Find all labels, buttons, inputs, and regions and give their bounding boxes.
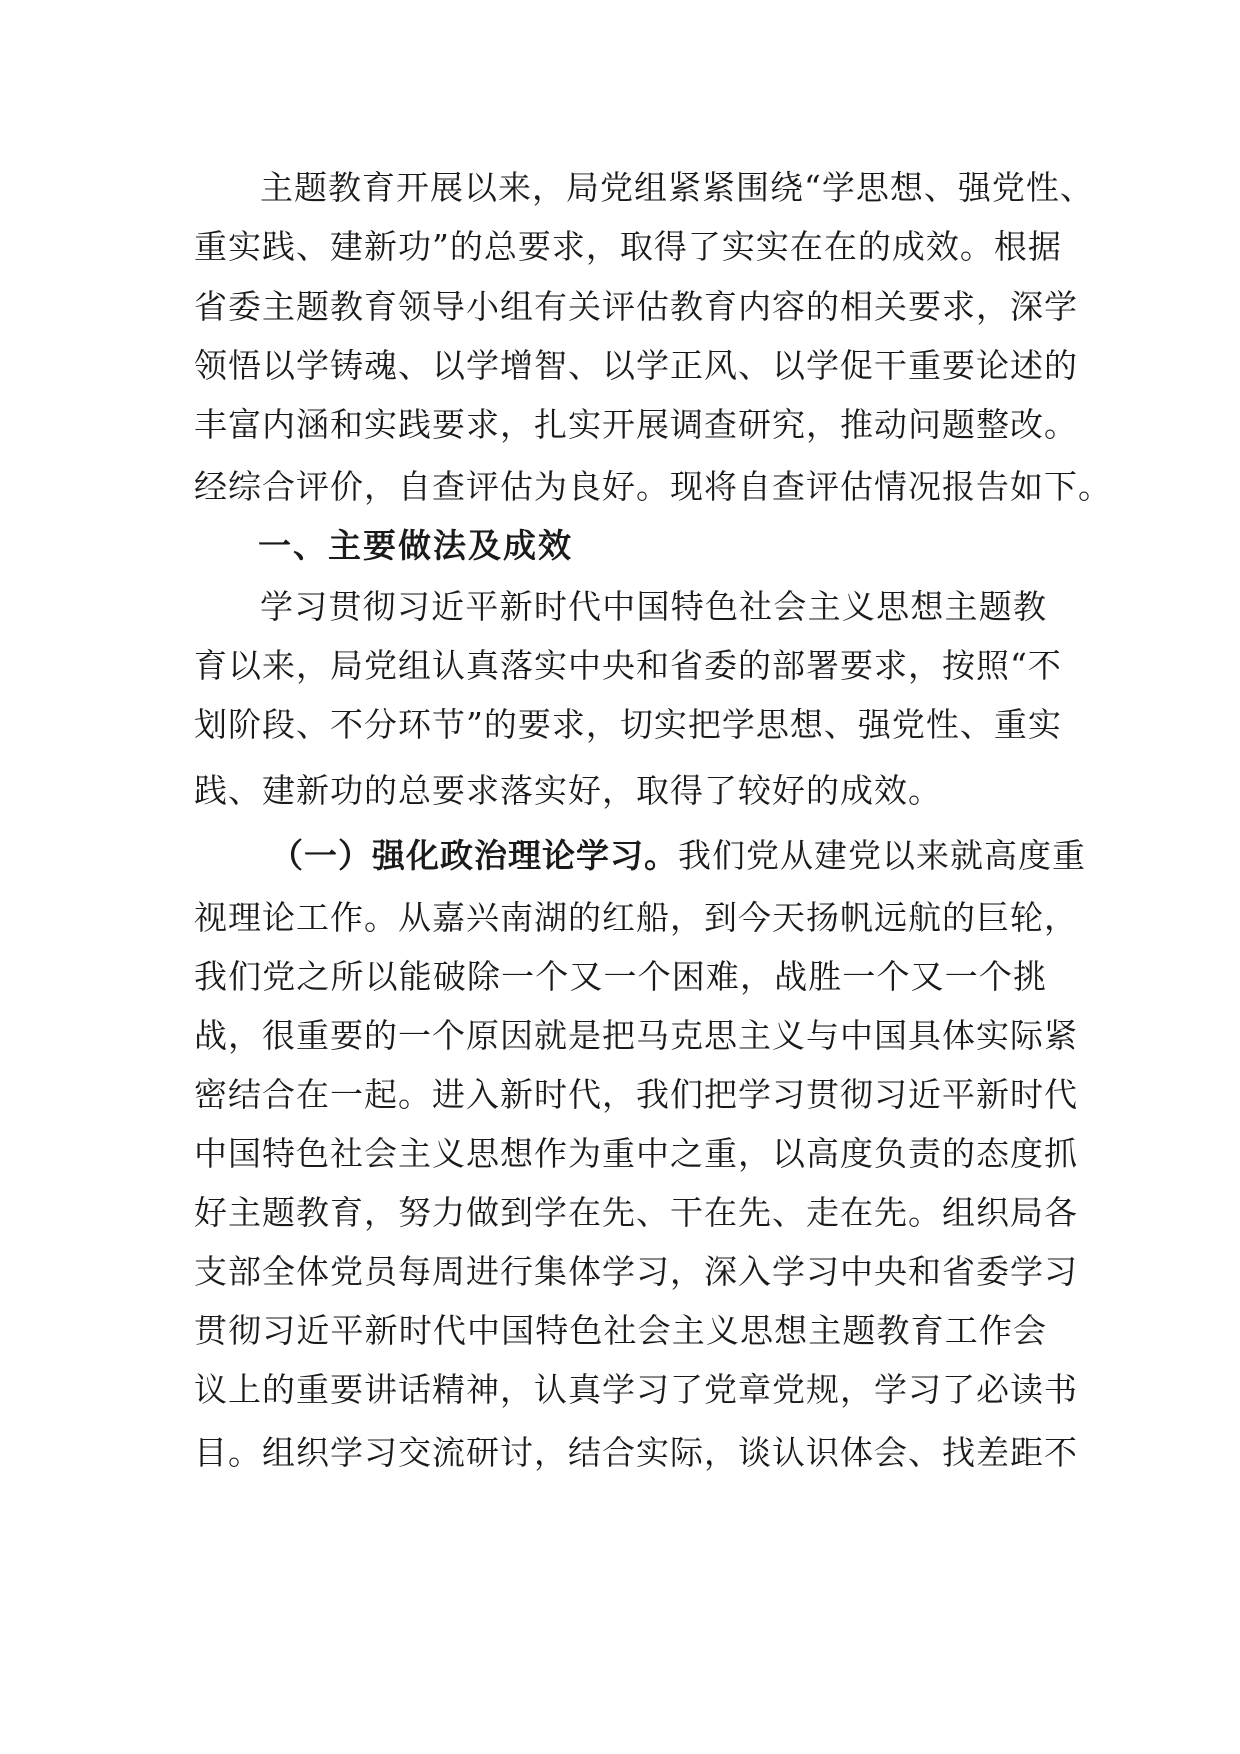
subsection1-line-9: 贯彻习近平新时代中国特色社会主义思想主题教育工作会 [194,1311,1047,1350]
subsection1-line-4: 战，很重要的一个原因就是把马克思主义与中国具体实际紧 [194,1016,1078,1055]
intro-line-5: 丰富内涵和实践要求，扎实开展调查研究，推动问题整改。 [194,405,1078,444]
subsection1-line-7: 好主题教育，努力做到学在先、干在先、走在先。组织局各 [194,1193,1078,1232]
intro-line-2: 重实践、建新功”的总要求，取得了实实在在的成效。根据 [194,227,1062,266]
section1-line-2: 育以来，局党组认真落实中央和省委的部署要求，按照“不 [194,646,1062,685]
subsection1-line-11: 目。组织学习交流研讨，结合实际，谈认识体会、找差距不 [194,1433,1078,1472]
subsection1-line-6: 中国特色社会主义思想作为重中之重，以高度负责的态度抓 [194,1134,1078,1173]
subsection1-title: （一）强化政治理论学习。 [270,836,678,875]
subsection1-line-5: 密结合在一起。进入新时代，我们把学习贯彻习近平新时代 [194,1075,1078,1114]
subsection1-line-2: 视理论工作。从嘉兴南湖的红船，到今天扬帆远航的巨轮， [194,898,1078,937]
subsection1-line-3: 我们党之所以能破除一个又一个困难，战胜一个又一个挑 [194,957,1047,996]
subsection1-line-8: 支部全体党员每周进行集体学习，深入学习中央和省委学习 [194,1252,1078,1291]
section1-line-3: 划阶段、不分环节”的要求，切实把学思想、强党性、重实 [194,705,1062,744]
subsection1-first-line [270,831,1086,881]
section1-line-4: 践、建新功的总要求落实好，取得了较好的成效。 [194,771,942,810]
subsection1-line-10: 议上的重要讲话精神，认真学习了党章党规，学习了必读书 [194,1370,1078,1409]
intro-line-3: 省委主题教育领导小组有关评估教育内容的相关要求，深学 [194,287,1078,326]
intro-line-6: 经综合评价，自查评估为良好。现将自查评估情况报告如下。 [194,467,1112,506]
intro-line-4: 领悟以学铸魂、以学增智、以学正风、以学促干重要论述的 [194,346,1078,385]
intro-line-1: 主题教育开展以来，局党组紧紧围绕“学思想、强党性、 [260,168,1094,207]
section-heading: 一、主要做法及成效 [258,526,573,565]
section1-line-1: 学习贯彻习近平新时代中国特色社会主义思想主题教 [260,587,1047,626]
subsection1-first-line-text: 我们党从建党以来就高度重 [678,836,1086,875]
